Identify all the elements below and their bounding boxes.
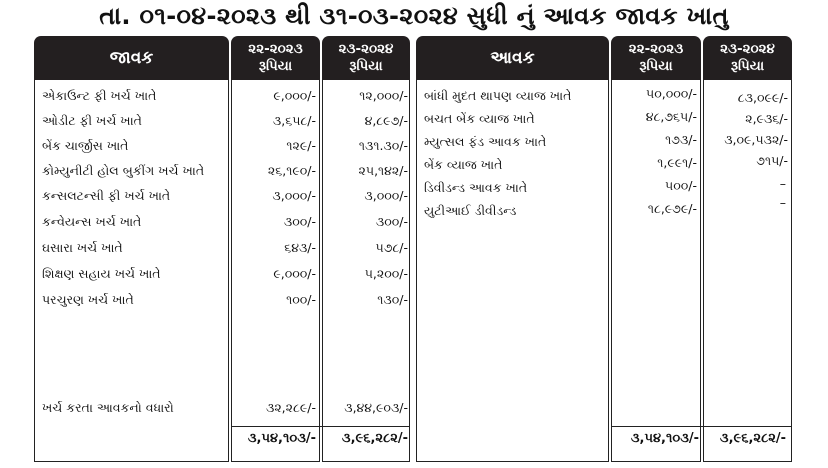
income-col2-unit: રૂપિયા — [730, 58, 765, 74]
expense-label: બેંક ચાર્જીસ ખાતે — [42, 138, 129, 153]
income-value-2324: – — [779, 195, 786, 210]
expense-total-line — [231, 426, 410, 427]
income-col2-year: ૨૩-૨૦૨૪ — [720, 41, 775, 57]
income-total-2223: ૩,૫૪,૧૦૩/- — [630, 431, 699, 446]
income-value-2324: – — [779, 176, 786, 191]
surplus-label: ખર્ચ કરતા આવકનો વધારો — [42, 400, 174, 415]
expense-value-2223: ૯,૦૦૦/- — [273, 266, 316, 281]
income-value-2223: ૧૮,૯૭૯/- — [647, 201, 697, 216]
expense-value-2324: ૫૭૮/- — [375, 240, 408, 255]
expense-value-2324: ૩૦૦/- — [375, 214, 408, 229]
expense-col2-year: ૨૩-૨૦૨૪ — [338, 41, 394, 57]
expense-label: શિક્ષણ સહાય ખર્ચ ખાતે — [42, 266, 161, 281]
page-title: તા. ૦૧-૦૪-૨૦૨૩ થી ૩૧-૦૩-૨૦૨૪ સુધી નું આવક જાવક ખાતુ — [99, 2, 729, 30]
expense-heading: જાવક — [34, 36, 229, 80]
income-value-2324: ૭૧૫/- — [756, 153, 788, 168]
expense-total-2223: ૩,૫૪,૧૦૩/- — [247, 431, 316, 446]
income-col2-heading — [703, 36, 792, 80]
expense-value-2324: ૩,૦૦૦/- — [364, 188, 408, 203]
income-value-2324: ૮૩,૦૯૯/- — [737, 90, 788, 105]
income-value-2223: ૫૦૦/- — [665, 178, 697, 193]
income-col1-unit: રૂપિયા — [639, 58, 673, 74]
expense-label: ઓડીટ ફી ખર્ચ ખાતે — [42, 113, 142, 128]
expense-value-2223: ૩૦૦/- — [283, 214, 316, 229]
expense-value-2223: ૩,૦૦૦/- — [272, 188, 316, 203]
expense-col1-unit: રૂપિયા — [258, 58, 293, 74]
income-label: બેંક વ્યાજ ખાતે — [424, 157, 503, 172]
expense-value-2324: ૫,૨૦૦/- — [364, 266, 408, 281]
income-label: ડિવીડન્ડ આવક ખાતે — [424, 180, 528, 195]
income-label: મ્યુત્સલ ફંડ આવક ખાતે — [424, 134, 547, 149]
expense-value-2324: ૧૩૧.૩૦/- — [358, 138, 408, 153]
expense-value-2223: ૧૨૯/- — [286, 138, 316, 153]
expense-col1-heading — [231, 36, 320, 80]
income-label: બાંધી મુદત થાપણ વ્યાજ ખાતે — [424, 88, 572, 103]
expense-value-2223: ૯,૦૦૦/- — [273, 88, 316, 103]
expense-label: કોમ્યુનીટી હોલ બુકીંગ ખર્ચ ખાતે — [42, 163, 205, 178]
expense-label: કન્સલટન્સી ફી ખર્ચ ખાતે — [42, 188, 171, 203]
income-total-line — [611, 426, 792, 427]
income-col1-heading — [611, 36, 701, 80]
expense-value-2223: ૬૪૩/- — [284, 240, 316, 255]
expense-value-2324: ૧૨,૦૦૦/- — [359, 88, 408, 103]
income-total-2324: ૩,૯૬,૨૮૨/- — [719, 431, 786, 446]
expense-value-2324: ૨૫,૧૪૨/- — [358, 163, 408, 178]
income-value-2223: ૧,૯૯૧/- — [657, 155, 697, 170]
expense-col1-year: ૨૨-૨૦૨૩ — [248, 41, 303, 57]
expense-label: પરચુરણ ખર્ચ ખાતે — [42, 292, 134, 307]
income-value-2223: ૫૦,૦૦૦/- — [645, 86, 697, 101]
expense-col2-heading — [322, 36, 410, 80]
expense-value-2324: ૧૩૦/- — [377, 292, 408, 307]
surplus-value-2324: ૩,૪૪,૯૦૩/- — [344, 400, 408, 415]
income-label: બચત બેંક વ્યાજ ખાતે — [424, 111, 535, 126]
expense-value-2223: ૧૦૦/- — [286, 292, 316, 307]
income-value-2223: ૪૮,૭૬૫/- — [645, 109, 697, 124]
income-label: યુટીઆઈ ડીવીડન્ડ — [424, 203, 517, 218]
income-value-2324: ૨,૯૩૬/- — [745, 111, 788, 126]
income-value-2223: ૧૭૩/- — [665, 132, 697, 147]
expense-value-2223: ૨૬,૧૯૦/- — [267, 163, 316, 178]
income-value-2324: ૩,૦૯,૫૩૨/- — [724, 132, 788, 147]
income-col1-year: ૨૨-૨૦૨૩ — [628, 41, 684, 57]
expense-label: ઘસારા ખર્ચ ખાતે — [42, 240, 123, 255]
expense-value-2324: ૪,૮૯૭/- — [364, 113, 408, 128]
expense-col2-unit: રૂપિયા — [349, 58, 383, 74]
expense-label: કન્વેયન્સ ખર્ચ ખાતે — [42, 214, 142, 229]
income-heading: આવક — [416, 36, 609, 80]
surplus-value-2223: ૩૨,૨૮૯/- — [266, 400, 316, 415]
expense-value-2223: ૩,૬૫૮/- — [272, 113, 316, 128]
expense-total-2324: ૩,૯૬,૨૮૨/- — [341, 431, 408, 446]
expense-label: એકાઉન્ટ ફી ખર્ચ ખાતે — [42, 88, 157, 103]
